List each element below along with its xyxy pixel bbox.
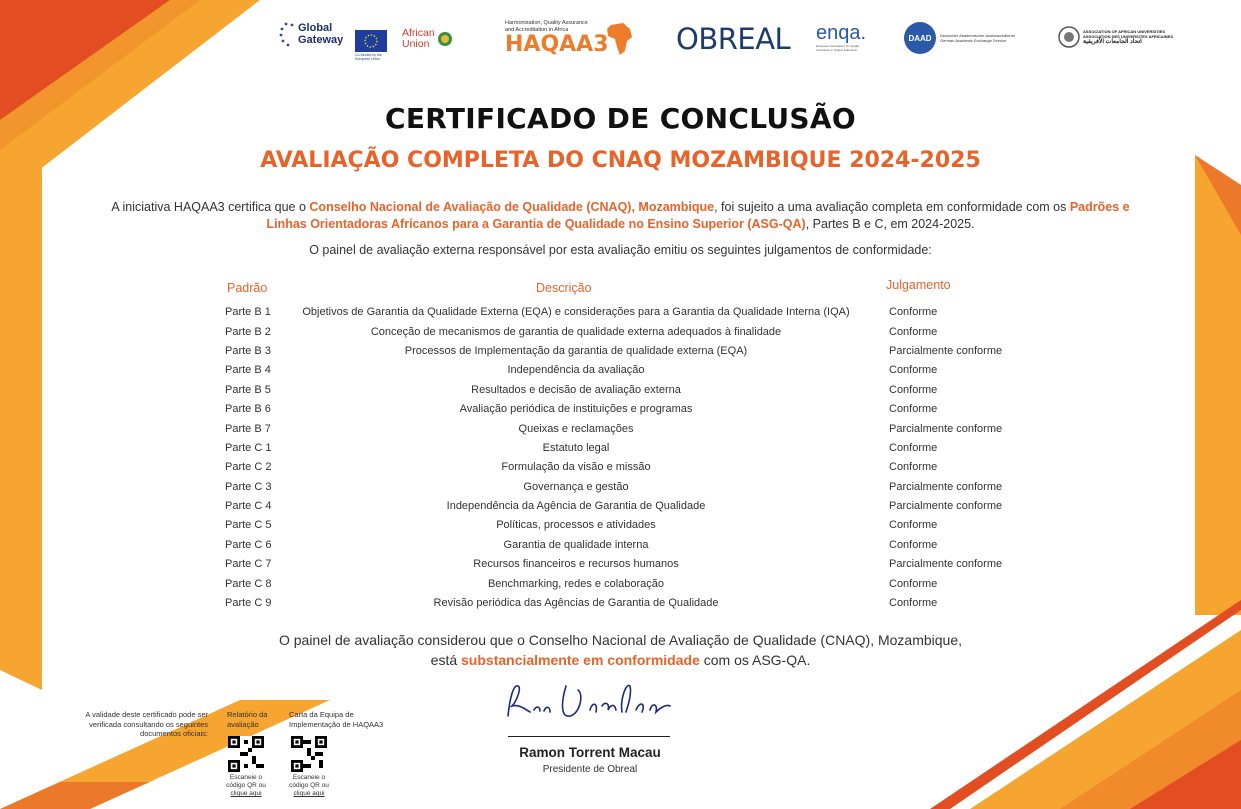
row-judgment: Conforme bbox=[889, 539, 938, 551]
row-judgment: Conforme bbox=[889, 326, 938, 338]
conclusion-text-b: com os ASG-QA. bbox=[699, 652, 811, 668]
table-row bbox=[0, 384, 1241, 403]
row-standard: Parte B 4 bbox=[225, 364, 271, 376]
row-description: Estatuto legal bbox=[542, 442, 610, 454]
row-description: Benchmarking, redes e colaboração bbox=[487, 578, 665, 590]
daad-badge: DAAD bbox=[904, 22, 936, 54]
row-standard: Parte B 3 bbox=[225, 345, 271, 357]
african-union-logo bbox=[402, 28, 453, 50]
row-judgment: Conforme bbox=[889, 578, 938, 590]
row-judgment: Parcialmente conforme bbox=[889, 481, 1003, 493]
table-row bbox=[0, 578, 1241, 597]
table-row bbox=[0, 558, 1241, 577]
row-standard: Parte C 8 bbox=[225, 578, 272, 590]
african-union-line1: African bbox=[402, 27, 435, 39]
african-union-line2: Union bbox=[402, 38, 430, 50]
enqa-logo bbox=[816, 22, 872, 52]
signature-line bbox=[508, 736, 670, 737]
intro-text-1: A iniciativa HAQAA3 certifica que o bbox=[111, 200, 310, 214]
eu-logo bbox=[355, 30, 389, 61]
star-circle-icon bbox=[278, 20, 298, 48]
haqaa3-logo bbox=[505, 20, 633, 57]
conclusion-highlight: substancialmente em conformidade bbox=[461, 652, 700, 668]
row-judgment: Conforme bbox=[889, 364, 938, 376]
global-gateway-logo bbox=[278, 20, 343, 48]
signatory-name: Ramon Torrent Macau bbox=[519, 745, 661, 760]
row-description: Revisão periódica das Agências de Garantia de Qualidade bbox=[433, 597, 719, 609]
header-description: Descrição bbox=[536, 281, 592, 295]
row-standard: Parte C 4 bbox=[225, 500, 272, 512]
intro-text-3: , Partes B e C, em 2024-2025. bbox=[805, 217, 975, 231]
table-row bbox=[0, 423, 1241, 442]
header-standard: Padrão bbox=[227, 281, 268, 295]
row-judgment: Conforme bbox=[889, 306, 938, 318]
table-row bbox=[0, 481, 1241, 500]
qr1-caption bbox=[221, 774, 271, 798]
row-description: Recursos financeiros e recursos humanos bbox=[473, 558, 679, 570]
aau-line2: ASSOCIATION DES UNIVERSITES AFRICAINES bbox=[1083, 34, 1174, 40]
row-standard: Parte B 5 bbox=[225, 384, 271, 396]
qr-code-icon[interactable] bbox=[291, 736, 327, 772]
obreal-name: OBREAL bbox=[676, 22, 791, 56]
row-judgment: Conforme bbox=[889, 461, 938, 473]
global-gateway-line2: Gateway bbox=[298, 34, 344, 46]
table-row bbox=[0, 364, 1241, 383]
signatory-role: Presidente de Obreal bbox=[542, 764, 638, 775]
conclusion-line1: O painel de avaliação considerou que o Conselho Nacional de Avaliação de Qualidade (CNAQ), Mozambique, bbox=[278, 632, 963, 648]
partner-logos bbox=[0, 14, 1241, 74]
row-description: Formulação da visão e missão bbox=[501, 461, 651, 473]
header-judgment: Julgamento bbox=[886, 278, 951, 292]
conclusion-line2 bbox=[0, 650, 1241, 670]
aau-emblem-icon bbox=[1058, 26, 1080, 48]
row-standard: Parte C 2 bbox=[225, 461, 272, 473]
row-judgment: Parcialmente conforme bbox=[889, 345, 1003, 357]
row-description: Políticas, processos e atividades bbox=[496, 519, 656, 531]
handwritten-signature bbox=[500, 676, 682, 724]
intro-text-2: , foi sujeito a uma avaliação completa em conformidade com os bbox=[714, 200, 1070, 214]
aau-line3: اتحاد الجامعات الأفريقية bbox=[1083, 38, 1142, 45]
qr2-label: Carta da Equipa de Implementação de HAQAA3 bbox=[289, 710, 384, 729]
row-standard: Parte B 6 bbox=[225, 403, 271, 415]
row-description: Independência da Agência de Garantia de Qualidade bbox=[446, 500, 706, 512]
row-standard: Parte C 5 bbox=[225, 519, 272, 531]
haqaa3-tagline1: Harmonisation, Quality Assurance bbox=[505, 20, 588, 26]
row-judgment: Parcialmente conforme bbox=[889, 423, 1003, 435]
panel-statement: O painel de avaliação externa responsável por esta avaliação emitiu os seguintes julgamentos de conformidade: bbox=[309, 243, 932, 257]
african-union-emblem-icon bbox=[437, 31, 453, 47]
aau-logo bbox=[1058, 26, 1173, 48]
qr2-scan1: Escaneie o bbox=[292, 774, 326, 781]
eu-flag-icon bbox=[355, 30, 387, 52]
row-standard: Parte B 2 bbox=[225, 326, 271, 338]
qr1-scan2: código QR ou bbox=[226, 782, 266, 789]
row-standard: Parte C 1 bbox=[225, 442, 272, 454]
qr2-scan2: código QR ou bbox=[289, 782, 329, 789]
conclusion-statement bbox=[0, 630, 1241, 670]
enqa-caption: European Association for Quality Assurance in Higher Education bbox=[816, 44, 860, 52]
row-description: Garantia de qualidade interna bbox=[503, 539, 649, 551]
table-row bbox=[0, 500, 1241, 519]
table-row bbox=[0, 597, 1241, 616]
row-judgment: Parcialmente conforme bbox=[889, 500, 1003, 512]
row-description: Queixas e reclamações bbox=[518, 423, 634, 435]
row-judgment: Conforme bbox=[889, 442, 938, 454]
row-description: Governança e gestão bbox=[523, 481, 629, 493]
row-standard: Parte C 3 bbox=[225, 481, 272, 493]
validity-note: A validade deste certificado pode ser verificada consultando os seguintes documentos oficiais: bbox=[85, 710, 208, 738]
daad-line1: Deutscher Akademischer Austauschdienst bbox=[940, 33, 1015, 38]
qr-code-icon[interactable] bbox=[228, 736, 264, 772]
qr2-link[interactable]: clique aqui bbox=[293, 790, 325, 797]
intro-paragraph bbox=[100, 199, 1141, 233]
row-standard: Parte B 7 bbox=[225, 423, 271, 435]
row-judgment: Conforme bbox=[889, 403, 938, 415]
intro-standards: Padrões e Linhas Orientadoras Africanos para a Garantia de Qualidade no Ensino Superior (ASG-QA) bbox=[266, 200, 1130, 231]
qr1-link[interactable]: clique aqui bbox=[230, 790, 262, 797]
intro-org: Conselho Nacional de Avaliação de Qualidade (CNAQ), Mozambique bbox=[309, 200, 715, 214]
table-row bbox=[0, 539, 1241, 558]
row-judgment: Parcialmente conforme bbox=[889, 558, 1003, 570]
table-row bbox=[0, 403, 1241, 422]
table-row bbox=[0, 442, 1241, 461]
qr1-scan1: Escaneie o bbox=[229, 774, 263, 781]
table-row bbox=[0, 345, 1241, 364]
enqa-name: enqa. bbox=[816, 22, 867, 44]
row-judgment: Conforme bbox=[889, 519, 938, 531]
obreal-logo bbox=[676, 22, 790, 56]
haqaa3-tagline2: and Accreditation in Africa bbox=[505, 26, 569, 33]
row-description: Resultados e decisão de avaliação externa bbox=[471, 384, 681, 396]
qr1-label: Relatório da avaliação bbox=[227, 710, 268, 729]
aau-line1: ASSOCIATION OF AFRICAN UNIVERSITIES bbox=[1083, 28, 1166, 34]
row-standard: Parte C 9 bbox=[225, 597, 272, 609]
row-description: Processos de Implementação da garantia de qualidade externa (EQA) bbox=[404, 345, 748, 357]
africa-map-icon bbox=[605, 21, 633, 57]
daad-logo bbox=[904, 22, 1015, 54]
row-description: Avaliação periódica de instituições e programas bbox=[459, 403, 693, 415]
row-standard: Parte B 1 bbox=[225, 306, 271, 318]
certificate-subtitle: AVALIAÇÃO COMPLETA DO CNAQ MOZAMBIQUE 2024-2025 bbox=[260, 148, 981, 173]
row-standard: Parte C 7 bbox=[225, 558, 272, 570]
row-description: Objetivos de Garantia da Qualidade Externa (EQA) e considerações para a Garantia da Qualidade Interna (IQA) bbox=[302, 306, 850, 318]
row-description: Conceção de mecanismos de garantia de qualidade externa adequados à finalidade bbox=[370, 326, 782, 338]
certificate-title: CERTIFICADO DE CONCLUSÃO bbox=[385, 102, 856, 135]
row-standard: Parte C 6 bbox=[225, 539, 272, 551]
eu-caption: Co-funded by the European Union bbox=[355, 53, 382, 61]
table-row bbox=[0, 519, 1241, 538]
conclusion-text-a: está bbox=[430, 652, 462, 668]
row-judgment: Conforme bbox=[889, 384, 938, 396]
qr2-caption bbox=[284, 774, 334, 798]
table-row bbox=[0, 326, 1241, 345]
haqaa3-name: HAQAA3 bbox=[505, 32, 609, 57]
row-description: Independência da avaliação bbox=[507, 364, 645, 376]
global-gateway-line1: Global bbox=[298, 22, 333, 34]
table-row bbox=[0, 306, 1241, 325]
table-row bbox=[0, 461, 1241, 480]
row-judgment: Conforme bbox=[889, 597, 938, 609]
daad-line2: German Academic Exchange Service bbox=[940, 38, 1007, 43]
